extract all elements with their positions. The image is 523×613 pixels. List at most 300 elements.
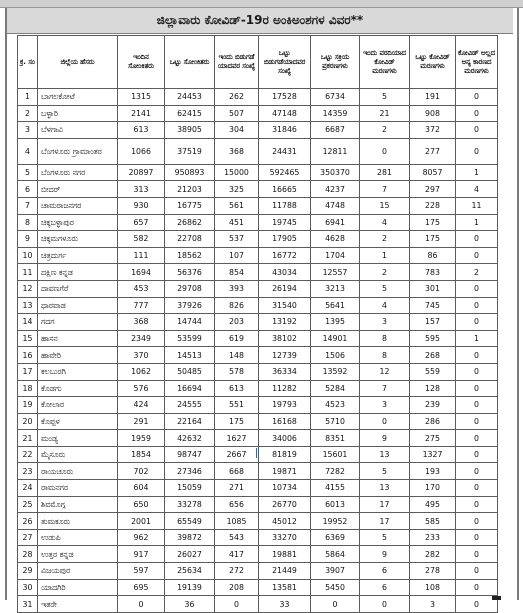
cell-active-cases: 12811 — [311, 138, 360, 164]
cell-total-deaths: 286 — [410, 413, 456, 430]
cell-todays-discharged: 271 — [215, 480, 259, 497]
cell-district-name: ಬಳ್ಳಾರಿ — [38, 105, 118, 122]
cell-total-cases: 37519 — [165, 138, 215, 164]
cell-total-cases: 950893 — [165, 164, 215, 181]
cell-todays-discharged: 613 — [215, 380, 259, 397]
cell-todays-discharged: 15000 — [215, 164, 259, 181]
cell-total-deaths: 1327 — [410, 446, 456, 463]
cell-total-cases: 29708 — [165, 280, 215, 297]
cell-todays-discharged: 826 — [215, 297, 259, 314]
cell-total-cases: 39872 — [165, 529, 215, 546]
cell-todays-cases: 582 — [118, 231, 165, 248]
cell-total-discharged: 19881 — [259, 546, 311, 563]
cell-total-discharged: 47148 — [259, 105, 311, 122]
cell-todays-cases: 930 — [118, 197, 165, 214]
cell-todays-cases: 291 — [118, 413, 165, 430]
cell-non-covid-deaths: 0 — [456, 231, 498, 248]
cell-todays-discharged: 578 — [215, 363, 259, 380]
cell-todays-discharged: 175 — [215, 413, 259, 430]
cell-active-cases: 6013 — [311, 496, 360, 513]
top-strip — [0, 0, 523, 8]
header-serial: ಕ್ರ. ಸಂ — [18, 36, 38, 89]
cell-todays-cases: 2001 — [118, 513, 165, 530]
cell-active-cases: 4523 — [311, 397, 360, 414]
cell-serial: 12 — [18, 280, 38, 297]
table-row — [18, 181, 498, 198]
cell-total-cases: 21203 — [165, 181, 215, 198]
table-row — [18, 314, 498, 331]
cell-serial: 2 — [18, 105, 38, 122]
cell-todays-deaths: 6 — [360, 579, 410, 596]
cell-active-cases: 5450 — [311, 579, 360, 596]
cell-todays-cases: 424 — [118, 397, 165, 414]
cell-non-covid-deaths: 4 — [456, 181, 498, 198]
table-row — [18, 231, 498, 248]
table-row — [18, 397, 498, 414]
cell-total-cases: 65549 — [165, 513, 215, 530]
cell-todays-deaths: 8 — [360, 347, 410, 364]
cell-todays-cases: 1854 — [118, 446, 165, 463]
cell-todays-discharged: 368 — [215, 138, 259, 164]
cell-non-covid-deaths: 0 — [456, 347, 498, 364]
cell-serial: 17 — [18, 363, 38, 380]
cell-serial: 30 — [18, 579, 38, 596]
cell-total-deaths: 585 — [410, 513, 456, 530]
table-row — [18, 330, 498, 347]
cell-non-covid-deaths: 2 — [456, 264, 498, 281]
cell-active-cases: 6369 — [311, 529, 360, 546]
cell-total-cases: 14513 — [165, 347, 215, 364]
cell-todays-deaths: 5 — [360, 529, 410, 546]
cell-todays-cases: 1315 — [118, 89, 165, 106]
cell-non-covid-deaths: 0 — [456, 546, 498, 563]
cell-total-discharged: 11282 — [259, 380, 311, 397]
cell-active-cases: 3213 — [311, 280, 360, 297]
cell-total-deaths: 595 — [410, 330, 456, 347]
cell-total-deaths: 157 — [410, 314, 456, 331]
cell-total-deaths: 559 — [410, 363, 456, 380]
cell-total-deaths: 128 — [410, 380, 456, 397]
cell-total-discharged: 31846 — [259, 122, 311, 139]
cell-todays-deaths: 9 — [360, 546, 410, 563]
cell-todays-discharged: 272 — [215, 563, 259, 580]
cell-todays-cases: 313 — [118, 181, 165, 198]
cell-non-covid-deaths: 0 — [456, 397, 498, 414]
cell-district-name: ಉತ್ತರ ಕನ್ನಡ — [38, 546, 118, 563]
cell-todays-deaths: 2 — [360, 231, 410, 248]
cell-district-name: ಹಾವೇರಿ — [38, 347, 118, 364]
cell-non-covid-deaths: 0 — [456, 446, 498, 463]
cell-total-discharged: 16772 — [259, 247, 311, 264]
cell-todays-discharged: 0 — [215, 596, 259, 613]
cell-district-name: ಬೀದರ್ — [38, 181, 118, 198]
cell-total-deaths: 495 — [410, 496, 456, 513]
cell-todays-deaths: 7 — [360, 181, 410, 198]
cell-district-name: ಇತರೇ — [38, 596, 118, 613]
cell-todays-cases: 695 — [118, 579, 165, 596]
cell-todays-deaths: 0 — [360, 596, 410, 613]
cell-todays-deaths: 3 — [360, 314, 410, 331]
cell-todays-discharged: 393 — [215, 280, 259, 297]
cell-total-discharged: 16665 — [259, 181, 311, 198]
cell-active-cases: 19952 — [311, 513, 360, 530]
cell-todays-discharged: 561 — [215, 197, 259, 214]
cell-todays-deaths: 5 — [360, 280, 410, 297]
cell-todays-cases: 2349 — [118, 330, 165, 347]
cell-todays-deaths: 5 — [360, 463, 410, 480]
cell-district-name: ಚಿಕ್ಕಬಳ್ಳಾಪುರ — [38, 214, 118, 231]
cell-total-deaths: 908 — [410, 105, 456, 122]
table-row — [18, 496, 498, 513]
cell-total-discharged: 26770 — [259, 496, 311, 513]
cell-total-cases: 26027 — [165, 546, 215, 563]
cell-todays-deaths: 6 — [360, 563, 410, 580]
district-stats-table — [17, 35, 498, 613]
cell-district-name: ಕೊಪ್ಪಳ — [38, 413, 118, 430]
cell-total-cases: 24453 — [165, 89, 215, 106]
cell-todays-cases: 20897 — [118, 164, 165, 181]
cell-todays-discharged: 262 — [215, 89, 259, 106]
cell-non-covid-deaths: 0 — [456, 529, 498, 546]
cell-todays-deaths: 4 — [360, 297, 410, 314]
cell-todays-cases: 613 — [118, 122, 165, 139]
cell-todays-discharged: 543 — [215, 529, 259, 546]
cell-serial: 13 — [18, 297, 38, 314]
cell-serial: 19 — [18, 397, 38, 414]
cell-non-covid-deaths: 1 — [456, 330, 498, 347]
cell-active-cases: 4155 — [311, 480, 360, 497]
cell-district-name: ಬೆಂಗಳೂರು ಗ್ರಾಮಾಂತರ — [38, 138, 118, 164]
cell-district-name: ಹಾಸನ — [38, 330, 118, 347]
cell-active-cases: 5641 — [311, 297, 360, 314]
cell-non-covid-deaths: 0 — [456, 596, 498, 613]
table-row — [18, 480, 498, 497]
header-total-deaths: ಒಟ್ಟು ಕೋವಿಡ್ ಮರಣಗಳು — [410, 36, 456, 89]
cell-district-name: ವಿಜಯಪುರ — [38, 563, 118, 580]
cell-total-deaths: 745 — [410, 297, 456, 314]
cell-todays-deaths: 12 — [360, 363, 410, 380]
table-row — [18, 413, 498, 430]
cell-non-covid-deaths: 0 — [456, 430, 498, 447]
cell-todays-deaths: 0 — [360, 413, 410, 430]
cell-serial: 21 — [18, 430, 38, 447]
cell-total-discharged: 43034 — [259, 264, 311, 281]
table-row — [18, 138, 498, 164]
cell-district-name: ಚಾಮರಾಜನಗರ — [38, 197, 118, 214]
cell-total-cases: 24555 — [165, 397, 215, 414]
cell-total-deaths: 3 — [410, 596, 456, 613]
table-row — [18, 164, 498, 181]
cell-serial: 9 — [18, 231, 38, 248]
cell-total-cases: 16775 — [165, 197, 215, 214]
cell-district-name: ಬೆಳಗಾವಿ — [38, 122, 118, 139]
cell-todays-discharged: 208 — [215, 579, 259, 596]
cell-todays-deaths: 21 — [360, 105, 410, 122]
cell-total-deaths: 8057 — [410, 164, 456, 181]
cell-active-cases: 5864 — [311, 546, 360, 563]
cell-todays-deaths: 13 — [360, 480, 410, 497]
cell-non-covid-deaths: 0 — [456, 513, 498, 530]
cell-total-deaths: 278 — [410, 563, 456, 580]
cell-serial: 4 — [18, 138, 38, 164]
cell-todays-discharged: 325 — [215, 181, 259, 198]
cell-todays-cases: 597 — [118, 563, 165, 580]
table-row — [18, 563, 498, 580]
header-todays-cases: ಇಂದಿನ ಸೋಂಕಿತರು — [118, 36, 165, 89]
cell-non-covid-deaths: 0 — [456, 413, 498, 430]
cell-serial: 3 — [18, 122, 38, 139]
cell-total-discharged: 31540 — [259, 297, 311, 314]
cell-non-covid-deaths: 0 — [456, 138, 498, 164]
cell-non-covid-deaths: 0 — [456, 363, 498, 380]
cell-total-deaths: 268 — [410, 347, 456, 364]
cell-todays-deaths: 281 — [360, 164, 410, 181]
cell-district-name: ಬಾಗಲಕೋಟೆ — [38, 89, 118, 106]
cell-serial: 22 — [18, 446, 38, 463]
cell-district-name: ಕೊಡಗು — [38, 380, 118, 397]
table-row — [18, 280, 498, 297]
cell-serial: 23 — [18, 463, 38, 480]
cell-total-discharged: 11788 — [259, 197, 311, 214]
cell-total-discharged: 26194 — [259, 280, 311, 297]
cell-non-covid-deaths: 0 — [456, 563, 498, 580]
cell-todays-deaths: 1 — [360, 247, 410, 264]
cell-serial: 26 — [18, 513, 38, 530]
cell-total-discharged: 24431 — [259, 138, 311, 164]
cell-active-cases: 4237 — [311, 181, 360, 198]
table-row — [18, 596, 498, 613]
table-row — [18, 546, 498, 563]
header-non-covid-deaths: ಕೋವಿಡ್ ಅಲ್ಲದ ಅನ್ಯ ಕಾರಣದ ಮರಣಗಳು — [456, 36, 498, 89]
cell-serial: 20 — [18, 413, 38, 430]
cell-total-cases: 98747 — [165, 446, 215, 463]
cell-non-covid-deaths: 0 — [456, 480, 498, 497]
cell-todays-cases: 2141 — [118, 105, 165, 122]
cell-active-cases: 3907 — [311, 563, 360, 580]
cell-total-discharged: 592465 — [259, 164, 311, 181]
cell-non-covid-deaths: 1 — [456, 214, 498, 231]
cell-total-cases: 50485 — [165, 363, 215, 380]
cell-total-cases: 25634 — [165, 563, 215, 580]
cell-district-name: ಉಡುಪಿ — [38, 529, 118, 546]
cell-serial: 1 — [18, 89, 38, 106]
cell-active-cases: 7282 — [311, 463, 360, 480]
cell-total-deaths: 233 — [410, 529, 456, 546]
cell-serial: 8 — [18, 214, 38, 231]
cell-todays-discharged: 619 — [215, 330, 259, 347]
table-row — [18, 529, 498, 546]
cell-active-cases: 350370 — [311, 164, 360, 181]
cell-todays-deaths: 17 — [360, 496, 410, 513]
table-row — [18, 513, 498, 530]
header-active-cases: ಒಟ್ಟು ಸಕ್ರಿಯ ಪ್ರಕರಣಗಳು — [311, 36, 360, 89]
cell-total-deaths: 239 — [410, 397, 456, 414]
cell-todays-cases: 1062 — [118, 363, 165, 380]
cell-todays-deaths: 3 — [360, 397, 410, 414]
cell-total-deaths: 193 — [410, 463, 456, 480]
cell-total-deaths: 275 — [410, 430, 456, 447]
cell-serial: 7 — [18, 197, 38, 214]
cell-district-name: ಬೆಂಗಳೂರು ನಗರ — [38, 164, 118, 181]
cell-todays-cases: 777 — [118, 297, 165, 314]
cell-non-covid-deaths: 0 — [456, 496, 498, 513]
cell-non-covid-deaths: 0 — [456, 122, 498, 139]
cell-total-cases: 14744 — [165, 314, 215, 331]
cell-todays-deaths: 7 — [360, 380, 410, 397]
cell-serial: 5 — [18, 164, 38, 181]
table-row — [18, 430, 498, 447]
cell-todays-discharged: 1627 — [215, 430, 259, 447]
cell-total-discharged: 17528 — [259, 89, 311, 106]
cell-todays-cases: 576 — [118, 380, 165, 397]
cell-total-deaths: 191 — [410, 89, 456, 106]
cell-non-covid-deaths: 0 — [456, 247, 498, 264]
cell-todays-cases: 368 — [118, 314, 165, 331]
cell-active-cases: 6734 — [311, 89, 360, 106]
cell-serial: 24 — [18, 480, 38, 497]
cell-todays-cases: 1959 — [118, 430, 165, 447]
cell-total-discharged: 38102 — [259, 330, 311, 347]
table-row — [18, 122, 498, 139]
table-row — [18, 89, 498, 106]
cell-total-deaths: 175 — [410, 231, 456, 248]
cell-total-cases: 15059 — [165, 480, 215, 497]
cell-total-cases: 22164 — [165, 413, 215, 430]
cell-district-name: ಕೋಲಾರ — [38, 397, 118, 414]
cell-todays-cases: 0 — [118, 596, 165, 613]
cell-total-deaths: 86 — [410, 247, 456, 264]
cell-todays-cases: 1694 — [118, 264, 165, 281]
cell-total-discharged: 33270 — [259, 529, 311, 546]
cell-active-cases: 1506 — [311, 347, 360, 364]
cell-todays-discharged: 107 — [215, 247, 259, 264]
cell-todays-deaths: 2 — [360, 122, 410, 139]
cell-district-name: ದಕ್ಷಿಣ ಕನ್ನಡ — [38, 264, 118, 281]
cell-active-cases: 14359 — [311, 105, 360, 122]
cell-serial: 18 — [18, 380, 38, 397]
cell-todays-cases: 702 — [118, 463, 165, 480]
cell-total-deaths: 277 — [410, 138, 456, 164]
cell-district-name: ರಾಮನಗರ — [38, 480, 118, 497]
cell-district-name: ಯಾದಗಿರಿ — [38, 579, 118, 596]
cell-active-cases: 6687 — [311, 122, 360, 139]
cell-todays-discharged: 148 — [215, 347, 259, 364]
cell-district-name: ದಾವಣಗೆರೆ — [38, 280, 118, 297]
cell-todays-cases: 370 — [118, 347, 165, 364]
cell-serial: 27 — [18, 529, 38, 546]
cell-district-name: ಗದಗ — [38, 314, 118, 331]
cell-total-cases: 26862 — [165, 214, 215, 231]
cell-active-cases: 15601 — [311, 446, 360, 463]
cell-todays-discharged: 551 — [215, 397, 259, 414]
cell-active-cases: 12557 — [311, 264, 360, 281]
table-row — [18, 463, 498, 480]
cell-todays-cases: 657 — [118, 214, 165, 231]
cell-total-cases: 18562 — [165, 247, 215, 264]
cell-total-cases: 22708 — [165, 231, 215, 248]
cell-total-discharged: 17905 — [259, 231, 311, 248]
header-total-discharged: ಒಟ್ಟು ಬಿಡುಗಡೆಯಾದವರ ಸಂಖ್ಯೆ — [259, 36, 311, 89]
cell-active-cases: 4748 — [311, 197, 360, 214]
cell-todays-cases: 650 — [118, 496, 165, 513]
cell-total-deaths: 282 — [410, 546, 456, 563]
cell-serial: 28 — [18, 546, 38, 563]
cell-total-deaths: 783 — [410, 264, 456, 281]
cell-total-cases: 38905 — [165, 122, 215, 139]
cell-total-deaths: 108 — [410, 579, 456, 596]
cell-non-covid-deaths: 0 — [456, 314, 498, 331]
cell-serial: 15 — [18, 330, 38, 347]
cell-total-deaths: 170 — [410, 480, 456, 497]
cell-total-cases: 53599 — [165, 330, 215, 347]
table-row — [18, 297, 498, 314]
cell-non-covid-deaths: 0 — [456, 380, 498, 397]
cell-total-deaths: 301 — [410, 280, 456, 297]
cell-todays-discharged: 203 — [215, 314, 259, 331]
cell-non-covid-deaths: 0 — [456, 280, 498, 297]
cell-non-covid-deaths: 11 — [456, 197, 498, 214]
cell-total-cases: 62415 — [165, 105, 215, 122]
cell-todays-discharged: 854 — [215, 264, 259, 281]
cell-serial: 29 — [18, 563, 38, 580]
cell-todays-discharged: 507 — [215, 105, 259, 122]
cell-active-cases: 4628 — [311, 231, 360, 248]
cell-active-cases: 6941 — [311, 214, 360, 231]
cell-total-discharged: 19871 — [259, 463, 311, 480]
table-row — [18, 446, 498, 463]
cell-district-name: ರಾಯಚೂರು — [38, 463, 118, 480]
cell-non-covid-deaths: 1 — [456, 164, 498, 181]
cell-total-discharged: 10734 — [259, 480, 311, 497]
cell-total-cases: 36 — [165, 596, 215, 613]
cell-total-cases: 56376 — [165, 264, 215, 281]
cell-district-name: ತುಮಕೂರು — [38, 513, 118, 530]
cell-total-cases: 37926 — [165, 297, 215, 314]
cell-non-covid-deaths: 0 — [456, 463, 498, 480]
table-row — [18, 579, 498, 596]
cell-serial: 6 — [18, 181, 38, 198]
cell-total-deaths: 175 — [410, 214, 456, 231]
cell-total-deaths: 297 — [410, 181, 456, 198]
cell-todays-discharged: 417 — [215, 546, 259, 563]
cell-active-cases: 1395 — [311, 314, 360, 331]
cell-total-discharged: 13581 — [259, 579, 311, 596]
cell-todays-deaths: 15 — [360, 197, 410, 214]
cell-todays-discharged: 668 — [215, 463, 259, 480]
cell-todays-deaths: 0 — [360, 138, 410, 164]
cell-todays-deaths: 2 — [360, 264, 410, 281]
table-row — [18, 347, 498, 364]
cell-todays-deaths: 9 — [360, 430, 410, 447]
header-district-name: ಜಿಲ್ಲೆಯ ಹೆಸರು — [38, 36, 118, 89]
cell-active-cases: 8351 — [311, 430, 360, 447]
cell-total-discharged: 34006 — [259, 430, 311, 447]
cell-total-cases: 16694 — [165, 380, 215, 397]
cell-district-name: ಶಿವಮೊಗ್ಗ — [38, 496, 118, 513]
cell-todays-discharged: 537 — [215, 231, 259, 248]
cell-todays-discharged: 1085 — [215, 513, 259, 530]
cell-non-covid-deaths: 0 — [456, 579, 498, 596]
table-header-row — [18, 36, 498, 89]
cell-todays-cases: 1066 — [118, 138, 165, 164]
cell-total-cases: 27346 — [165, 463, 215, 480]
cell-total-discharged: 33 — [259, 596, 311, 613]
cell-total-cases: 33278 — [165, 496, 215, 513]
cell-active-cases: 13592 — [311, 363, 360, 380]
table-body — [18, 89, 498, 613]
cell-todays-cases: 453 — [118, 280, 165, 297]
cell-todays-deaths: 4 — [360, 214, 410, 231]
